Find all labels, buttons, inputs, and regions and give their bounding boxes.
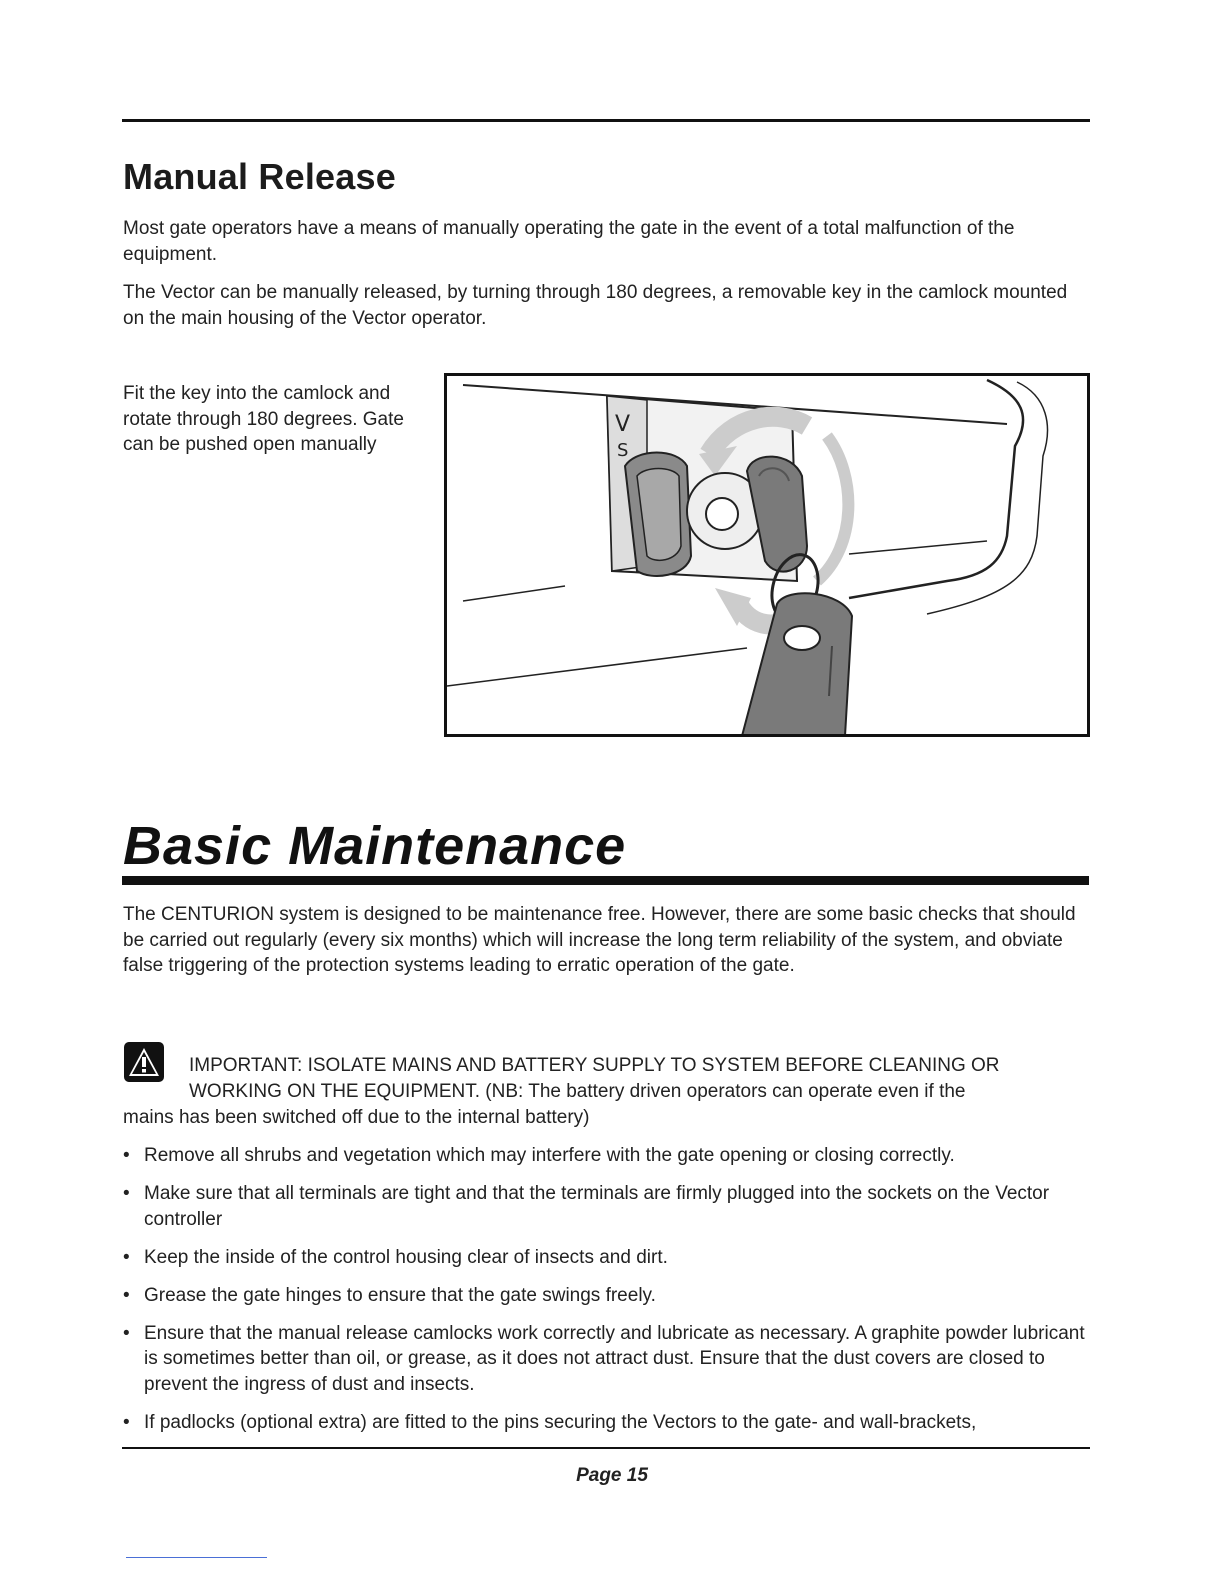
manual-release-paragraph-2: The Vector can be manually released, by turning through 180 degrees, a removable key in the camlock mounted on the main housing of the Vector operator. [123,282,1068,329]
top-rule [122,119,1090,122]
list-item-text: Grease the gate hinges to ensure that the gate swings freely. [144,1284,656,1306]
svg-text:V: V [615,412,631,437]
list-item [123,1283,1089,1309]
camlock-key-drawing [447,376,1087,734]
maintenance-intro: The CENTURION system is designed to be maintenance free. However, there are some basic checks that should be carried out regularly (every six months) which will increase the long term reliability of the system, and obviate false triggering of the protection systems leading to erratic operation of the gate. [123,904,1076,976]
bullet-icon: • [123,1246,130,1268]
list-item-text: If padlocks (optional extra) are fitted to the pins securing the Vectors to the gate- and wall-brackets, [144,1411,977,1433]
bullet-icon: • [123,1183,130,1204]
bullet-icon: • [123,1284,130,1306]
list-item [123,1321,1089,1398]
manual-release-heading: Manual Release [123,156,396,197]
basic-maintenance-heading: Basic Maintenance [123,816,627,876]
heading-underline [122,876,1089,885]
warning-text-line-1: IMPORTANT: ISOLATE MAINS AND BATTERY SUPPLY TO SYSTEM BEFORE CLEANING OR [189,1055,1000,1076]
list-item [123,1245,1089,1271]
list-item [123,1410,1089,1436]
list-item [123,1181,1089,1232]
list-item-text: Keep the inside of the control housing clear of insects and dirt. [144,1246,668,1268]
list-item [123,1143,1089,1169]
footer-link-underline [126,1557,267,1558]
manual-release-paragraph-1: Most gate operators have a means of manually operating the gate in the event of a total malfunction of the equipment. [123,218,1015,265]
page-number: Page 15 [576,1465,648,1486]
bullet-icon: • [123,1322,130,1344]
list-item-text: Remove all shrubs and vegetation which may interfere with the gate opening or closing correctly. [144,1145,955,1166]
camlock-illustration [444,373,1090,737]
warning-text-line-3: mains has been switched off due to the internal battery) [123,1107,590,1128]
bullet-icon: • [123,1145,130,1166]
maintenance-checklist [123,1143,1089,1448]
warning-text-line-2: WORKING ON THE EQUIPMENT. (NB: The battery driven operators can operate even if the [189,1081,966,1102]
figure-caption: Fit the key into the camlock and rotate through 180 degrees. Gate can be pushed open manually [123,383,404,455]
list-item-text: Ensure that the manual release camlocks work correctly and lubricate as necessary. A graphite powder lubricant is sometimes better than oil, or grease, as it does not attract dust. Ensure that the dust covers are closed to prevent the ingress of dust and insects. [144,1322,1085,1395]
bullet-icon: • [123,1411,130,1433]
list-item-text: Make sure that all terminals are tight and that the terminals are firmly plugged into the sockets on the Vector controller [144,1183,1050,1230]
warning-icon [122,1040,166,1084]
svg-text:S: S [617,440,629,461]
bottom-rule [122,1447,1090,1449]
